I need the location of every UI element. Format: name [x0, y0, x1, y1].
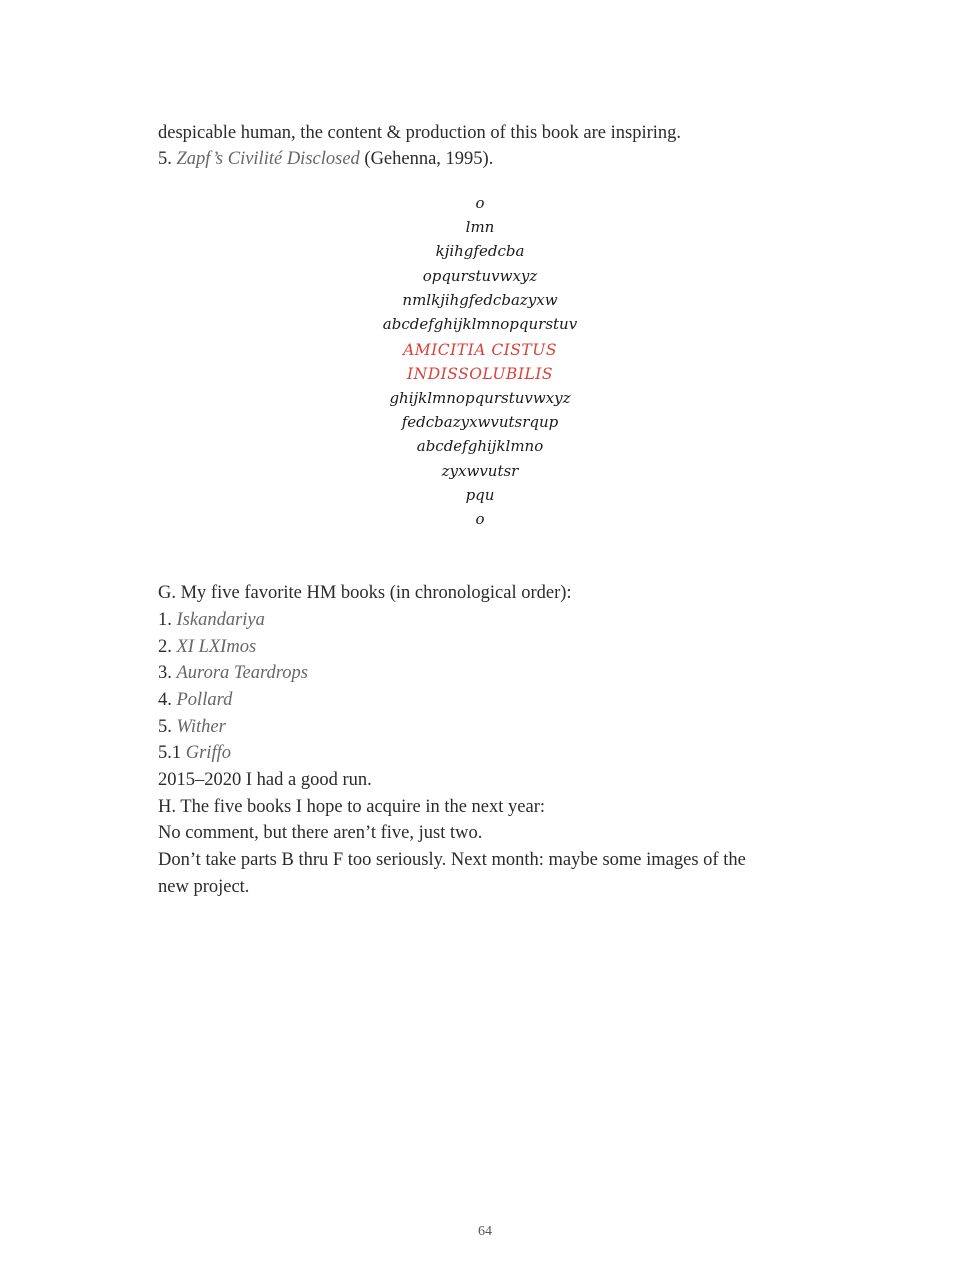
section-h-heading: H. The five books I hope to acquire in the next year: [158, 797, 546, 817]
figure-line: zyxwvutsr [441, 462, 519, 480]
figure-line: opqurstuvwxyz [422, 267, 538, 285]
section-g-heading: G. My five favorite HM books (in chronological order): [158, 583, 572, 603]
favorite-book-item [158, 689, 232, 711]
reference-5-title: Zapf’s Civilité Disclosed [176, 149, 360, 169]
item-number: 3. [158, 663, 172, 683]
figure-line-red: INDISSOLUBILIS [407, 365, 553, 383]
figure-line: kjihgfedcba [435, 242, 525, 260]
figure-line: pqu [465, 486, 495, 504]
item-number: 2. [158, 637, 172, 657]
book-title: Wither [176, 717, 226, 737]
reference-5-number: 5. [158, 149, 172, 169]
reference-5-detail: (Gehenna, 1995). [364, 149, 494, 169]
figure-line: nmlkjihgfedcbazyxw [402, 291, 558, 309]
book-title: Aurora Teardrops [176, 663, 308, 683]
figure-line: fedcbazyxwvutsrqup [401, 413, 559, 431]
figure-line: abcdefghijklmnopqurstuv [382, 315, 578, 333]
figure-line-red: AMICITIA CISTUS [403, 341, 557, 359]
section-g-closing: 2015–2020 I had a good run. [158, 770, 372, 790]
figure-line: o [475, 194, 485, 212]
favorite-book-item [158, 609, 265, 631]
page-number: 64 [478, 1224, 492, 1239]
book-title: Pollard [176, 690, 233, 710]
item-number: 1. [158, 610, 172, 630]
item-number: 5.1 [158, 743, 182, 763]
section-h-comment: No comment, but there aren’t five, just two. [158, 823, 483, 843]
final-note-line-2: new project. [158, 877, 250, 897]
favorite-book-item [158, 716, 226, 738]
book-title: Iskandariya [176, 610, 265, 630]
intro-line: despicable human, the content & production of this book are inspiring. [158, 123, 682, 143]
figure-line: abcdefghijklmno [416, 437, 544, 455]
final-note-line-1: Don’t take parts B thru F too seriously. Next month: maybe some images of the [158, 850, 746, 870]
figure-line: lmn [465, 218, 495, 236]
book-title: Griffo [185, 743, 231, 763]
favorite-book-item [158, 662, 308, 684]
book-title: XI LXImos [176, 637, 257, 657]
item-number: 5. [158, 717, 172, 737]
calligraphy-figure [300, 190, 660, 540]
figure-line: o [475, 510, 485, 528]
favorite-book-item [158, 636, 256, 658]
figure-line: ghijklmnopqurstuvwxyz [389, 389, 571, 407]
reference-5 [158, 148, 493, 170]
item-number: 4. [158, 690, 172, 710]
favorite-book-item [158, 742, 231, 764]
